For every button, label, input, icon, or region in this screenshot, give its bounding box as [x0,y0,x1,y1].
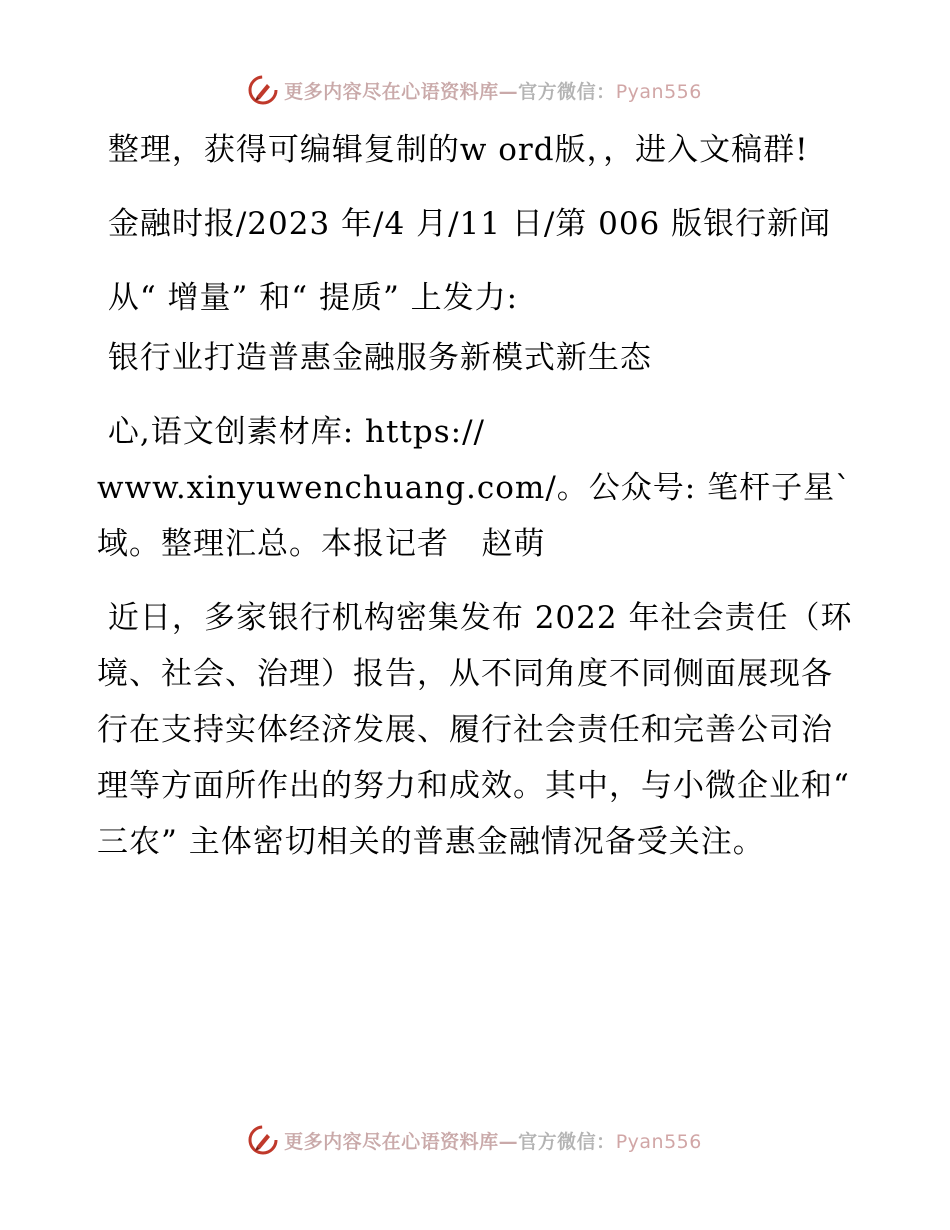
watermark-site-text: 更多内容尽在心语资料库 [284,1130,499,1153]
document-body [97,122,861,888]
headline-line-1: 从“ 增量” 和“ 提质” 上发力: [97,280,519,316]
paragraph-byline: 心,语文创素材库: https:// www.xinyuwenchuang.com/。公众号: 笔杆子星`域。整理汇总。本报记者 赵萌 [97,414,852,562]
watermark-wechat-label: 官方微信： [518,1130,616,1153]
watermark-dash: — [498,1130,519,1153]
pen-logo-icon [248,1125,278,1155]
pen-logo-icon [248,75,278,105]
watermark-wechat-id: Pyan556 [615,1130,702,1153]
watermark-wechat-label: 官方微信： [518,80,616,103]
paragraph-intro: 整理，获得可编辑复制的w ord版，，进入文稿群! [97,132,809,168]
watermark-wechat-id: Pyan556 [615,80,702,103]
watermark-site-text: 更多内容尽在心语资料库 [284,80,499,103]
watermark-dash: — [498,80,519,103]
header-watermark [0,70,950,110]
footer-watermark [0,1120,950,1160]
paragraph-body: 近日，多家银行机构密集发布 2022 年社会责任（环境、社会、治理）报告，从不同角度不同侧面展现各行在支持实体经济发展、履行社会责任和完善公司治理等方面所作出的努力和成效。其中，与小微企业和“ 三农” 主体密切相关的普惠金融情况备受关注。 [97,600,861,860]
headline-line-2: 银行业打造普惠金融服务新模式新生态 [97,340,652,376]
paragraph-source: 金融时报/2023 年/4 月/11 日/第 006 版银行新闻 [97,206,832,242]
